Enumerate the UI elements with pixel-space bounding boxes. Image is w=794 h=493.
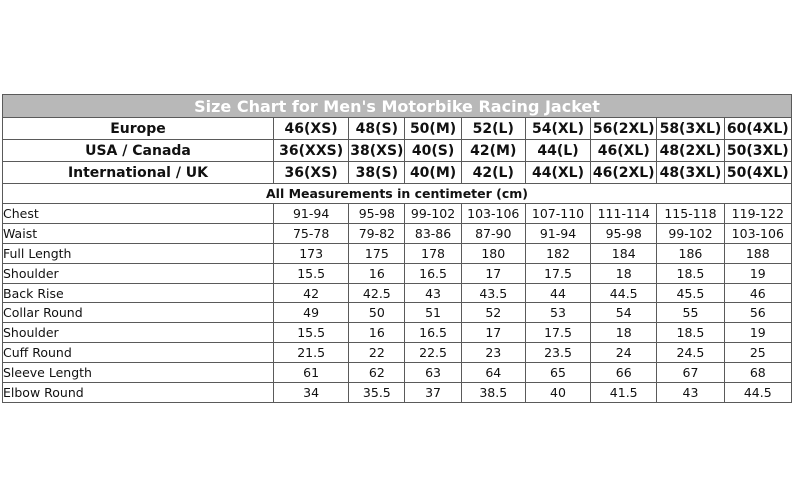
measurement-value: 45.5: [657, 283, 724, 303]
measurement-value: 21.5: [273, 343, 348, 363]
measurement-value: 34: [273, 383, 348, 403]
measurement-value: 99-102: [405, 204, 461, 224]
size-cell: 50(4XL): [724, 162, 791, 184]
measurement-value: 91-94: [273, 204, 348, 224]
measurement-value: 65: [525, 363, 590, 383]
measurement-value: 107-110: [525, 204, 590, 224]
measurement-label: Sleeve Length: [3, 363, 274, 383]
measurement-row: [3, 204, 792, 224]
measurement-value: 52: [461, 303, 525, 323]
measurement-value: 115-118: [657, 204, 724, 224]
size-chart-table: [2, 94, 792, 403]
size-cell: 40(S): [405, 140, 461, 162]
size-cell: 36(XS): [273, 162, 348, 184]
size-cell: 36(XXS): [273, 140, 348, 162]
measurement-value: 67: [657, 363, 724, 383]
measurement-value: 44.5: [591, 283, 657, 303]
size-cell: 46(XL): [591, 140, 657, 162]
measurement-label: Cuff Round: [3, 343, 274, 363]
measurement-value: 83-86: [405, 223, 461, 243]
measurement-value: 46: [724, 283, 791, 303]
measurement-value: 68: [724, 363, 791, 383]
measurement-value: 44.5: [724, 383, 791, 403]
measurement-value: 37: [405, 383, 461, 403]
measurement-row: [3, 263, 792, 283]
measurement-value: 15.5: [273, 263, 348, 283]
measurement-value: 182: [525, 243, 590, 263]
size-cell: 58(3XL): [657, 118, 724, 140]
measurement-value: 35.5: [349, 383, 405, 403]
size-cell: 50(M): [405, 118, 461, 140]
size-cell: 38(S): [349, 162, 405, 184]
note-row: [3, 184, 792, 204]
measurement-label: Elbow Round: [3, 383, 274, 403]
measurement-value: 91-94: [525, 223, 590, 243]
measurement-value: 16: [349, 263, 405, 283]
measurement-value: 99-102: [657, 223, 724, 243]
measurement-label: Shoulder: [3, 323, 274, 343]
measurement-value: 18.5: [657, 323, 724, 343]
measurement-value: 62: [349, 363, 405, 383]
measurement-value: 43.5: [461, 283, 525, 303]
region-label: Europe: [3, 118, 274, 140]
measurement-value: 95-98: [591, 223, 657, 243]
measurement-row: [3, 383, 792, 403]
measurement-value: 63: [405, 363, 461, 383]
measurement-value: 17: [461, 263, 525, 283]
region-row: [3, 140, 792, 162]
measurement-label: Chest: [3, 204, 274, 224]
size-cell: 40(M): [405, 162, 461, 184]
measurement-value: 43: [657, 383, 724, 403]
size-cell: 38(XS): [349, 140, 405, 162]
measurement-value: 22: [349, 343, 405, 363]
measurement-value: 56: [724, 303, 791, 323]
size-cell: 54(XL): [525, 118, 590, 140]
measurement-label: Full Length: [3, 243, 274, 263]
measurement-value: 19: [724, 323, 791, 343]
size-cell: 46(2XL): [591, 162, 657, 184]
measurement-value: 87-90: [461, 223, 525, 243]
measurement-row: [3, 303, 792, 323]
measurement-value: 75-78: [273, 223, 348, 243]
region-row: [3, 162, 792, 184]
measurement-label: Shoulder: [3, 263, 274, 283]
measurement-label: Waist: [3, 223, 274, 243]
measurement-value: 23.5: [525, 343, 590, 363]
size-cell: 48(2XL): [657, 140, 724, 162]
measurement-value: 42.5: [349, 283, 405, 303]
measurement-value: 64: [461, 363, 525, 383]
size-cell: 44(L): [525, 140, 590, 162]
measurement-value: 41.5: [591, 383, 657, 403]
measurement-unit-note: All Measurements in centimeter (cm): [3, 184, 792, 204]
size-cell: 60(4XL): [724, 118, 791, 140]
measurement-value: 43: [405, 283, 461, 303]
size-cell: 52(L): [461, 118, 525, 140]
measurement-value: 111-114: [591, 204, 657, 224]
measurement-row: [3, 223, 792, 243]
size-cell: 46(XS): [273, 118, 348, 140]
measurement-value: 49: [273, 303, 348, 323]
measurement-value: 18: [591, 323, 657, 343]
measurement-value: 61: [273, 363, 348, 383]
chart-title: Size Chart for Men's Motorbike Racing Jacket: [3, 95, 792, 118]
measurement-value: 55: [657, 303, 724, 323]
region-row: [3, 118, 792, 140]
measurement-value: 16.5: [405, 263, 461, 283]
chart-body: [3, 118, 792, 403]
measurement-value: 66: [591, 363, 657, 383]
size-cell: 44(XL): [525, 162, 590, 184]
region-label: International / UK: [3, 162, 274, 184]
measurement-label: Back Rise: [3, 283, 274, 303]
measurement-row: [3, 283, 792, 303]
measurement-value: 24: [591, 343, 657, 363]
measurement-value: 103-106: [461, 204, 525, 224]
measurement-value: 16: [349, 323, 405, 343]
measurement-value: 17.5: [525, 323, 590, 343]
measurement-value: 79-82: [349, 223, 405, 243]
measurement-value: 184: [591, 243, 657, 263]
size-cell: 42(L): [461, 162, 525, 184]
measurement-value: 19: [724, 263, 791, 283]
measurement-value: 40: [525, 383, 590, 403]
measurement-value: 51: [405, 303, 461, 323]
measurement-value: 18.5: [657, 263, 724, 283]
measurement-value: 178: [405, 243, 461, 263]
measurement-value: 173: [273, 243, 348, 263]
measurement-value: 103-106: [724, 223, 791, 243]
size-cell: 56(2XL): [591, 118, 657, 140]
measurement-value: 119-122: [724, 204, 791, 224]
measurement-value: 42: [273, 283, 348, 303]
measurement-value: 54: [591, 303, 657, 323]
measurement-value: 188: [724, 243, 791, 263]
measurement-value: 22.5: [405, 343, 461, 363]
measurement-row: [3, 323, 792, 343]
measurement-value: 50: [349, 303, 405, 323]
measurement-value: 23: [461, 343, 525, 363]
measurement-value: 17: [461, 323, 525, 343]
measurement-row: [3, 343, 792, 363]
title-row: [3, 95, 792, 118]
measurement-value: 175: [349, 243, 405, 263]
measurement-row: [3, 243, 792, 263]
size-cell: 48(S): [349, 118, 405, 140]
measurement-value: 17.5: [525, 263, 590, 283]
size-cell: 50(3XL): [724, 140, 791, 162]
measurement-value: 24.5: [657, 343, 724, 363]
measurement-row: [3, 363, 792, 383]
measurement-value: 15.5: [273, 323, 348, 343]
measurement-value: 95-98: [349, 204, 405, 224]
size-cell: 42(M): [461, 140, 525, 162]
measurement-value: 53: [525, 303, 590, 323]
measurement-value: 18: [591, 263, 657, 283]
region-label: USA / Canada: [3, 140, 274, 162]
measurement-value: 180: [461, 243, 525, 263]
measurement-value: 25: [724, 343, 791, 363]
measurement-label: Collar Round: [3, 303, 274, 323]
measurement-value: 44: [525, 283, 590, 303]
size-cell: 48(3XL): [657, 162, 724, 184]
measurement-value: 38.5: [461, 383, 525, 403]
measurement-value: 16.5: [405, 323, 461, 343]
measurement-value: 186: [657, 243, 724, 263]
